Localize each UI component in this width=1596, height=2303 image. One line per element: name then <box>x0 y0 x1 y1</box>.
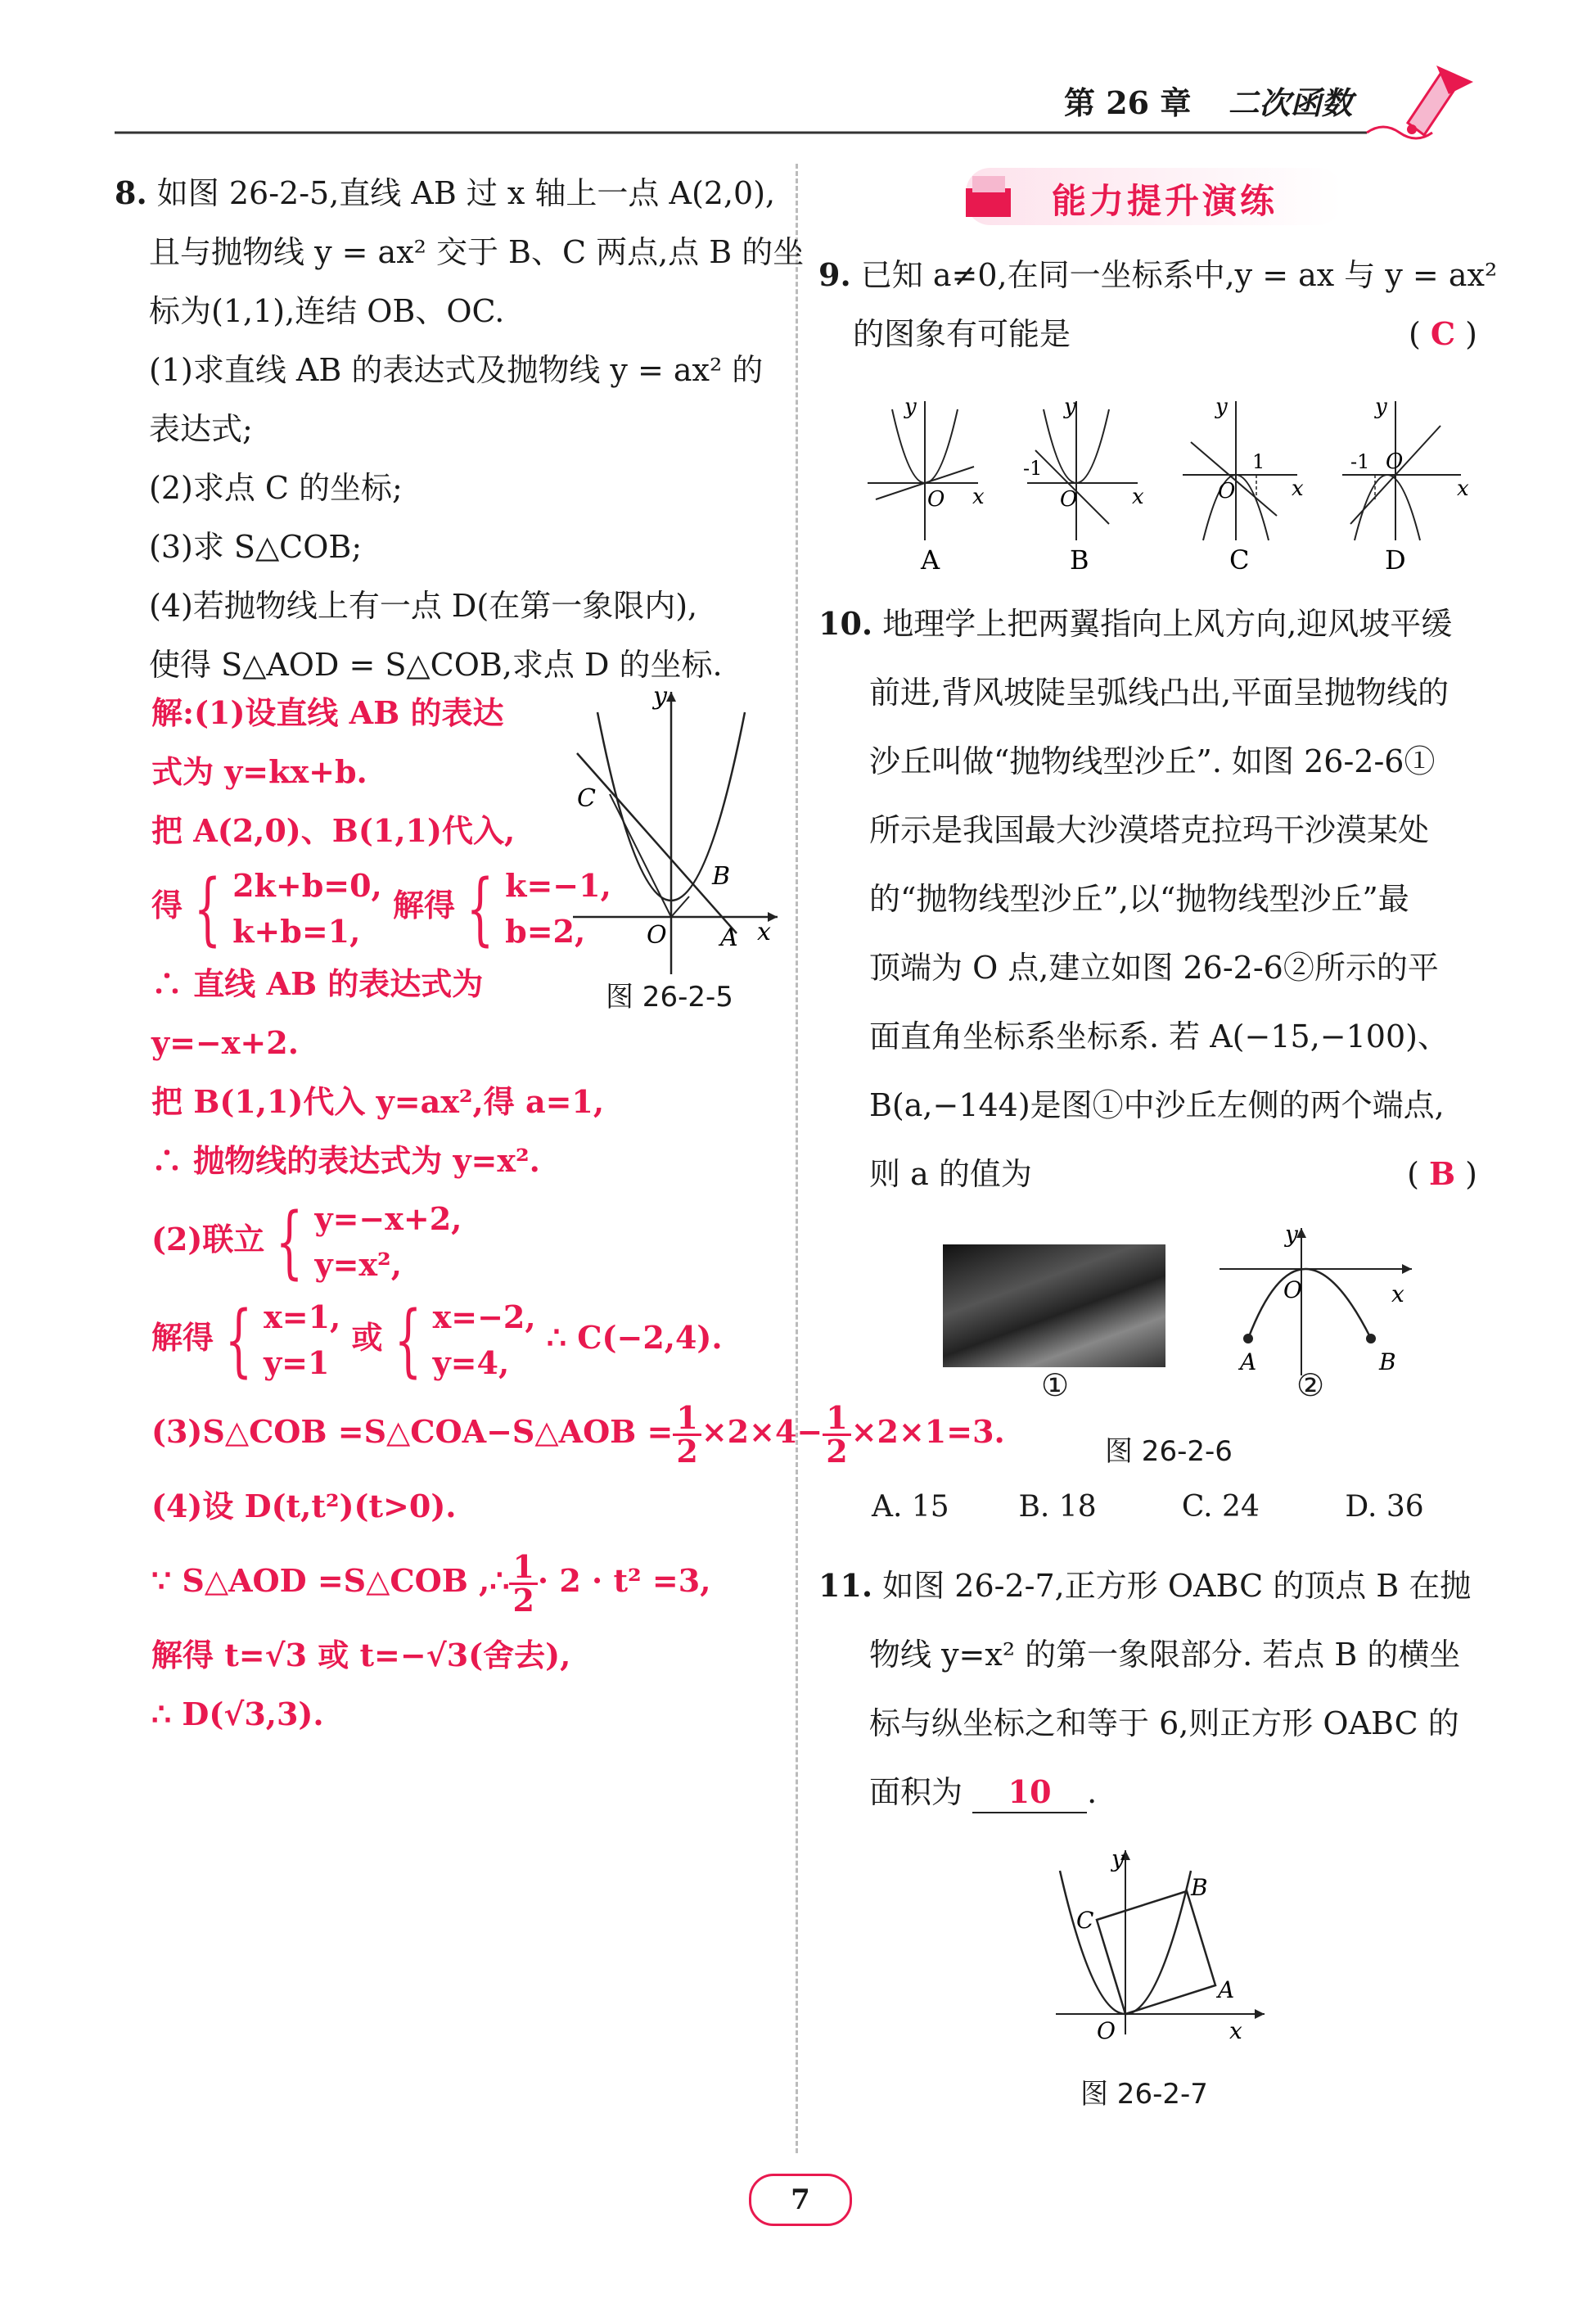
svg-text:x: x <box>757 918 771 946</box>
svg-text:B: B <box>1379 1348 1396 1375</box>
sol-1e: ∴ 直线 AB 的表达式为 <box>151 964 484 1002</box>
sol-4b: ∵ S△AOD =S△COB ,∴ $\frac{1}{2}$ · 2 · t² =3, <box>151 1547 711 1619</box>
question-11 <box>818 1551 1498 1827</box>
svg-text:B: B <box>1191 1874 1208 1901</box>
q10-line-4: 所示是我国最大沙漠塔克拉玛干沙漠某处 <box>869 812 1430 848</box>
q10-choices <box>872 1490 1424 1524</box>
sol-1b: 式为 y=kx+b. <box>151 753 367 790</box>
q9-graph-C <box>1183 395 1304 576</box>
sol-1d: 得 { 2k+b=0, k+b=1, 解得 { k=−1, b=2, <box>151 862 611 955</box>
fig-label-2: ② <box>1296 1367 1325 1403</box>
q11-line-1: 11. 如图 26-2-7,正方形 OABC 的顶点 B 在抛 <box>818 1567 1472 1604</box>
q10-line-1: 10. 地理学上把两翼指向上风方向,迎风坡平缓 <box>818 605 1453 642</box>
sol-1h: ∴ 抛物线的表达式为 y=x². <box>151 1141 540 1179</box>
svg-text:O: O <box>647 921 667 950</box>
q11-answer: 10 <box>1008 1773 1052 1810</box>
figure-26-2-6-caption: 图 26-2-6 <box>1105 1435 1233 1468</box>
choice-b: B. 18 <box>1018 1490 1097 1524</box>
svg-text:O: O <box>1060 487 1078 512</box>
q8-line-2: 且与抛物线 y = ax² 交于 B、C 两点,点 B 的坐 <box>149 234 805 270</box>
choice-d: D. 36 <box>1345 1490 1424 1524</box>
svg-text:C: C <box>577 784 596 813</box>
svg-text:O: O <box>1218 479 1236 503</box>
q8-line-1: 8. 如图 26-2-5,直线 AB 过 x 轴上一点 A(2,0), <box>115 174 776 211</box>
sol-3: (3)S△COB =S△COA−S△AOB = $\frac{1}{2}$ ×2×4− $\frac{1}{2}$ ×2×1=3. <box>151 1398 1005 1470</box>
q10-line-9: 则 a 的值为 ( B ) <box>869 1155 1477 1192</box>
pencil-logo-icon <box>1391 57 1481 139</box>
svg-text:y: y <box>1285 1224 1298 1248</box>
svg-text:C: C <box>1076 1907 1094 1934</box>
figure-26-2-7 <box>1048 1846 1277 2043</box>
q10-line-6: 顶端为 O 点,建立如图 26-2-6②所示的平 <box>869 950 1439 986</box>
q8-line-3: 标为(1,1),连结 OB、OC. <box>149 293 505 329</box>
figure-26-2-5 <box>565 680 786 982</box>
sol-1a: 解:(1)设直线 AB 的表达 <box>151 694 504 731</box>
svg-text:x: x <box>1391 1280 1404 1307</box>
svg-text:y: y <box>1215 395 1228 419</box>
q10-line-7: 面直角坐标系坐标系. 若 A(−15,−100)、 <box>869 1018 1449 1054</box>
svg-text:-1: -1 <box>1350 450 1370 473</box>
svg-text:x: x <box>1292 476 1304 501</box>
svg-text:y: y <box>1111 1846 1125 1872</box>
svg-text:A: A <box>921 544 940 576</box>
svg-text:B: B <box>712 862 731 891</box>
choice-c: C. 24 <box>1181 1490 1260 1524</box>
svg-text:O: O <box>1386 449 1404 474</box>
q9-option-graphs <box>859 385 1498 581</box>
q9-graph-A <box>868 395 985 576</box>
svg-text:A: A <box>1218 1976 1235 2003</box>
svg-text:x: x <box>1132 485 1144 509</box>
svg-text:O: O <box>1097 2017 1116 2043</box>
question-8 <box>115 164 805 694</box>
q9-graph-B <box>1023 395 1144 576</box>
figure-26-2-7-caption: 图 26-2-7 <box>1080 2078 1208 2111</box>
q11-line-2: 物线 y=x² 的第一象限部分. 若点 B 的横坐 <box>869 1637 1461 1673</box>
section-title-banner <box>966 168 1342 225</box>
q10-line-3: 沙丘叫做“抛物线型沙丘”. 如图 26-2-6① <box>869 743 1436 779</box>
svg-text:-1: -1 <box>1023 457 1043 480</box>
question-10 <box>818 589 1498 1208</box>
svg-text:y: y <box>653 682 667 711</box>
sol-4d: ∴ D(√3,3). <box>151 1695 324 1732</box>
sol-4a: (4)设 D(t,t²)(t>0). <box>151 1487 457 1524</box>
q8-line-8: (4)若抛物线上有一点 D(在第一象限内), <box>149 588 698 624</box>
svg-text:x: x <box>1457 476 1469 501</box>
q9-graph-D <box>1342 395 1469 576</box>
figure-26-2-5-caption: 图 26-2-5 <box>606 981 733 1014</box>
q10-line-8: B(a,−144)是图①中沙丘左侧的两个端点, <box>869 1087 1445 1123</box>
chapter-title: 二次函数 <box>1228 84 1353 121</box>
svg-text:D: D <box>1385 544 1406 576</box>
svg-text:y: y <box>1064 395 1076 419</box>
fig-label-1: ① <box>1041 1367 1070 1403</box>
q9-line-2: 的图象有可能是 ( C ) <box>853 315 1477 352</box>
page-number-badge <box>749 2174 852 2226</box>
sol-1c: 把 A(2,0)、B(1,1)代入, <box>151 812 516 849</box>
page-number: 7 <box>791 2183 810 2216</box>
choice-a: A. 15 <box>872 1490 949 1524</box>
q8-line-7: (3)求 S△COB; <box>149 529 363 565</box>
svg-text:1: 1 <box>1252 450 1265 473</box>
q10-answer: B <box>1428 1155 1456 1192</box>
svg-text:A: A <box>720 923 738 952</box>
question-9 <box>818 246 1498 364</box>
section-title: 能力提升演练 <box>1052 181 1278 221</box>
q8-line-6: (2)求点 C 的坐标; <box>149 470 403 506</box>
sol-2: (2)联立 { y=−x+2, y=x², <box>151 1196 462 1288</box>
chapter-number: 第 26 章 <box>1064 84 1192 121</box>
svg-text:O: O <box>1283 1276 1302 1303</box>
q10-line-2: 前进,背风坡陡呈弧线凸出,平面呈抛物线的 <box>869 675 1449 711</box>
q11-line-3: 标与纵坐标之和等于 6,则正方形 OABC 的 <box>869 1705 1459 1741</box>
header-decoration <box>115 115 1490 147</box>
q8-line-5: 表达式; <box>149 411 253 447</box>
svg-text:y: y <box>1375 395 1387 419</box>
figure-26-2-6-graph <box>1211 1224 1424 1380</box>
svg-text:x: x <box>1229 2017 1242 2043</box>
svg-text:A: A <box>1240 1348 1257 1375</box>
svg-text:x: x <box>972 485 985 509</box>
sol-2b: 解得 { x=1, y=1 或 { x=−2, y=4, ∴ C(−2,4). <box>151 1294 723 1386</box>
sol-1g: 把 B(1,1)代入 y=ax²,得 a=1, <box>151 1082 605 1120</box>
q11-line-4: 面积为 10 . <box>818 1758 1498 1827</box>
q8-line-9: 使得 S△AOD = S△COB,求点 D 的坐标. <box>149 647 723 683</box>
svg-text:B: B <box>1070 544 1089 576</box>
column-divider <box>796 164 798 2153</box>
q9-answer: C <box>1430 315 1456 352</box>
svg-text:y: y <box>904 395 917 419</box>
sand-dune-photo <box>943 1244 1165 1367</box>
q10-line-5: 的“抛物线型沙丘”,以“抛物线型沙丘”最 <box>869 881 1409 917</box>
books-icon <box>958 168 1023 225</box>
sol-1f: y=−x+2. <box>151 1023 299 1061</box>
svg-text:C: C <box>1229 544 1250 576</box>
q8-line-4: (1)求直线 AB 的表达式及抛物线 y = ax² 的 <box>149 352 764 388</box>
svg-text:O: O <box>927 487 945 512</box>
sol-4c: 解得 t=√3 或 t=−√3(舍去), <box>151 1636 571 1673</box>
q9-line-1: 9. 已知 a≠0,在同一坐标系中,y = ax 与 y = ax² <box>818 256 1498 293</box>
